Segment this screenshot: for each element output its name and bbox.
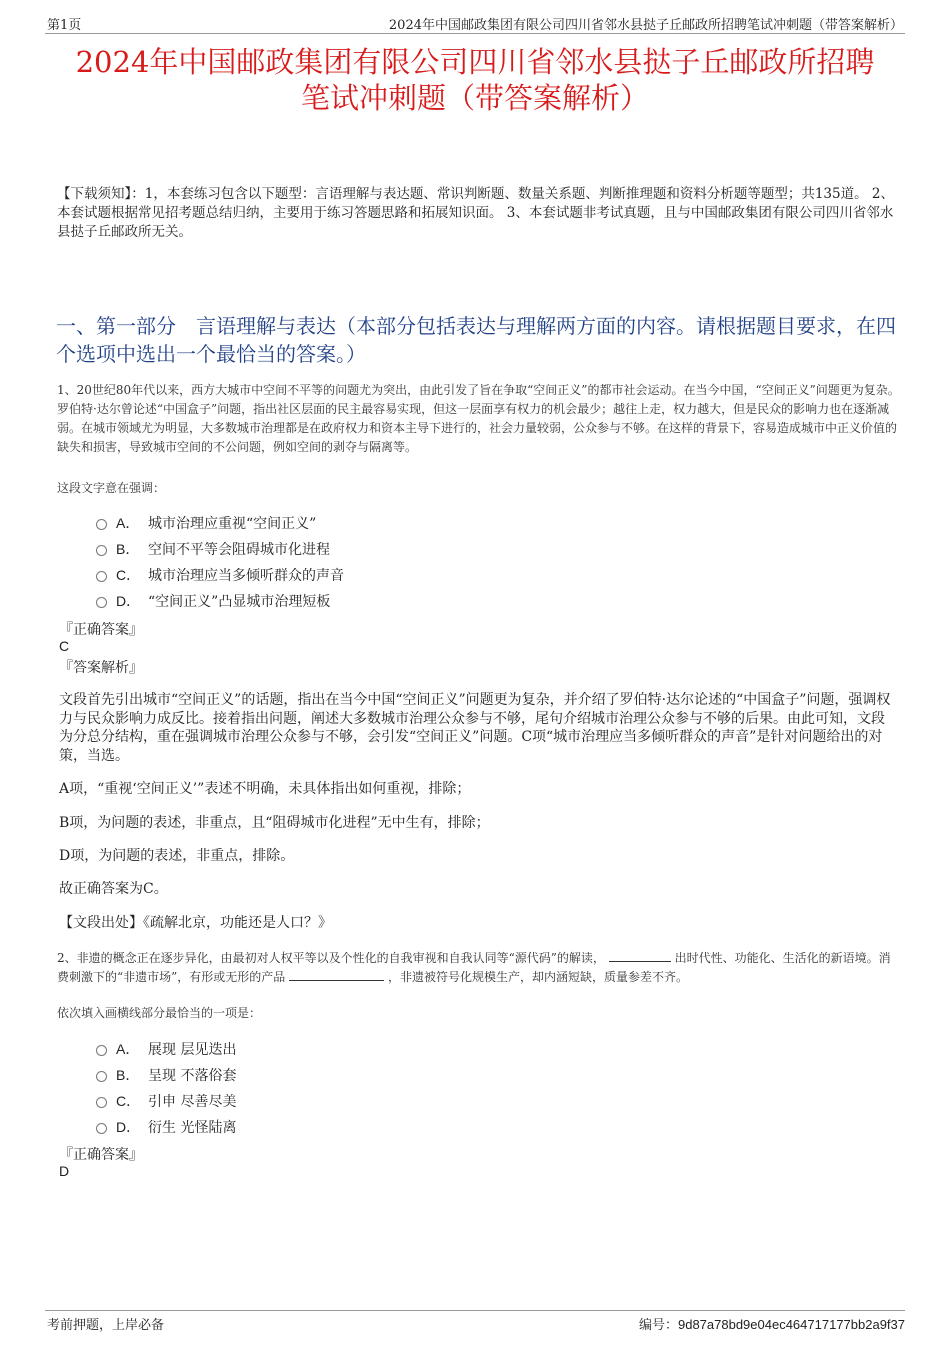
code-label: 编号： xyxy=(638,1318,678,1333)
question-1-option-a[interactable] xyxy=(96,513,316,533)
section-heading: 一、第一部分 言语理解与表达（本部分包括表达与理解两方面的内容。请根据题目要求，在四个选项中选出一个最恰当的答案。） xyxy=(56,314,896,366)
option-letter: A． xyxy=(116,1041,140,1057)
analysis-conclusion: 故正确答案为C。 xyxy=(59,881,168,897)
option-text: “空间正义”凸显城市治理短板 xyxy=(148,594,331,610)
radio-button[interactable] xyxy=(96,571,107,582)
analysis-note-d: D项，为问题的表述，非重点，排除。 xyxy=(59,848,295,864)
radio-button[interactable] xyxy=(96,1071,107,1082)
question-2-option-a[interactable] xyxy=(96,1039,236,1059)
stem-part-2: 出时代性、功能化、生活化的新语境。消费刺激下的“非遗市场”，有形或无形的产品 xyxy=(57,951,891,984)
question-2-prompt: 依次填入画横线部分最恰当的一项是： xyxy=(57,1006,262,1020)
question-2-option-b[interactable] xyxy=(96,1065,236,1085)
download-notice: 【下载须知】：1，本套练习包含以下题型：言语理解与表达题、常识判断题、数量关系题、判断推理题和资料分析题等题型；共135道。 2、本套试题根据常见招考题总结归纳，主要用于练习答题思路和拓展知识面。 3、本套试题非考试真题，且与中国邮政集团有限公司四川省邻水县挞子丘邮政所无关。 xyxy=(57,186,894,240)
analysis-label: 『答案解析』 xyxy=(59,660,143,676)
question-1-option-b[interactable] xyxy=(96,539,330,559)
option-text: 引申 尽善尽美 xyxy=(148,1094,237,1110)
radio-button[interactable] xyxy=(96,1123,107,1134)
question-1-option-d[interactable] xyxy=(96,591,330,611)
option-letter: C． xyxy=(116,1093,141,1109)
fill-blank-1 xyxy=(609,950,671,962)
page-title xyxy=(40,44,910,116)
code-value: 9d87a78bd9e04ec464717177bb2a9f37 xyxy=(677,1317,905,1332)
footer-slogan: 考前押题，上岸必备 xyxy=(47,1318,165,1333)
option-text: 城市治理应重视“空间正义” xyxy=(148,516,317,532)
option-letter: B． xyxy=(116,1067,140,1083)
option-letter: A． xyxy=(116,515,140,531)
option-letter: D． xyxy=(116,1119,141,1135)
stem-part-1: 2、非遗的概念正在逐步异化，由最初对人权平等以及个性化的自我审视和自我认同等“源代码”的解读， xyxy=(57,951,605,965)
option-text: 空间不平等会阻碍城市化进程 xyxy=(148,542,330,558)
source-citation: 【文段出处】《疏解北京，功能还是人口？》 xyxy=(59,915,332,931)
option-text: 呈现 不落俗套 xyxy=(148,1068,237,1084)
question-2-option-c[interactable] xyxy=(96,1091,236,1111)
option-letter: C． xyxy=(116,567,141,583)
stem-part-3: ，非遗被符号化规模生产，却内涵短缺，质量参差不齐。 xyxy=(387,970,688,984)
question-1-prompt: 这段文字意在强调： xyxy=(57,481,166,495)
header-doc-title: 2024年中国邮政集团有限公司四川省邻水县挞子丘邮政所招聘笔试冲刺题（带答案解析） xyxy=(388,18,903,33)
radio-button[interactable] xyxy=(96,545,107,556)
analysis-note-a: A项，“重视‘空间正义’”表述不明确，未具体指出如何重视，排除； xyxy=(59,781,471,797)
option-text: 展现 层见迭出 xyxy=(148,1042,237,1058)
page-number: 第1页 xyxy=(47,18,82,33)
radio-button[interactable] xyxy=(96,597,107,608)
title-line-1: 2024年中国邮政集团有限公司四川省邻水县挞子丘邮政所招聘 xyxy=(75,45,875,79)
option-text: 衍生 光怪陆离 xyxy=(148,1120,237,1136)
analysis-text: 文段首先引出城市“空间正义”的话题，指出在当今中国“空间正义”问题更为复杂，并介绍了罗伯特·达尔论述的“中国盒子”问题，强调权力与民众影响力成反比。接着指出问题，阐述大多数城市治理公众参与不够，尾句介绍城市治理公众参与不够的后果。由此可知，文段为分总分结构，重在强调城市治理公众参与不够，会引发“空间正义”问题。C项“城市治理应当多倾听群众的声音”是针对问题给出的对策，当选。 xyxy=(59,692,891,764)
radio-button[interactable] xyxy=(96,1097,107,1108)
answer-label: 『正确答案』 xyxy=(59,622,143,638)
document-code xyxy=(639,1314,905,1333)
answer-label: 『正确答案』 xyxy=(59,1147,143,1163)
option-letter: D． xyxy=(116,593,141,609)
answer-value: C xyxy=(59,638,70,654)
answer-value: D xyxy=(59,1163,70,1179)
radio-button[interactable] xyxy=(96,519,107,530)
option-letter: B． xyxy=(116,541,140,557)
question-2-stem xyxy=(57,949,900,987)
fill-blank-2 xyxy=(289,969,384,981)
header-divider xyxy=(45,33,905,34)
question-1-stem: 1、20世纪80年代以来，西方大城市中空间不平等的问题尤为突出，由此引发了旨在争取“空间正义”的都市社会运动。在当今中国，“空间正义”问题更为复杂。罗伯特·达尔曾论述“中国盒子”问题，指出社区层面的民主最容易实现，但这一层面享有权力的机会最少；越往上走，权力越大，但是民众的影响力也在逐渐减弱。在城市领域尤为明显，大多数城市治理都是在政府权力和资本主导下进行的，社会力量较弱，公众参与不够。在这样的背景下，容易造成城市中正义价值的缺失和损害，导致城市空间的不公问题，例如空间的剥夺与隔离等。 xyxy=(57,383,900,454)
analysis-note-b: B项，为问题的表述，非重点，且“阻碍城市化进程”无中生有，排除； xyxy=(59,815,490,831)
option-text: 城市治理应当多倾听群众的声音 xyxy=(148,568,344,584)
title-line-2: 笔试冲刺题（带答案解析） xyxy=(300,81,649,115)
footer-divider xyxy=(45,1310,905,1311)
radio-button[interactable] xyxy=(96,1045,107,1056)
question-2-option-d[interactable] xyxy=(96,1117,236,1137)
question-1-option-c[interactable] xyxy=(96,565,344,585)
